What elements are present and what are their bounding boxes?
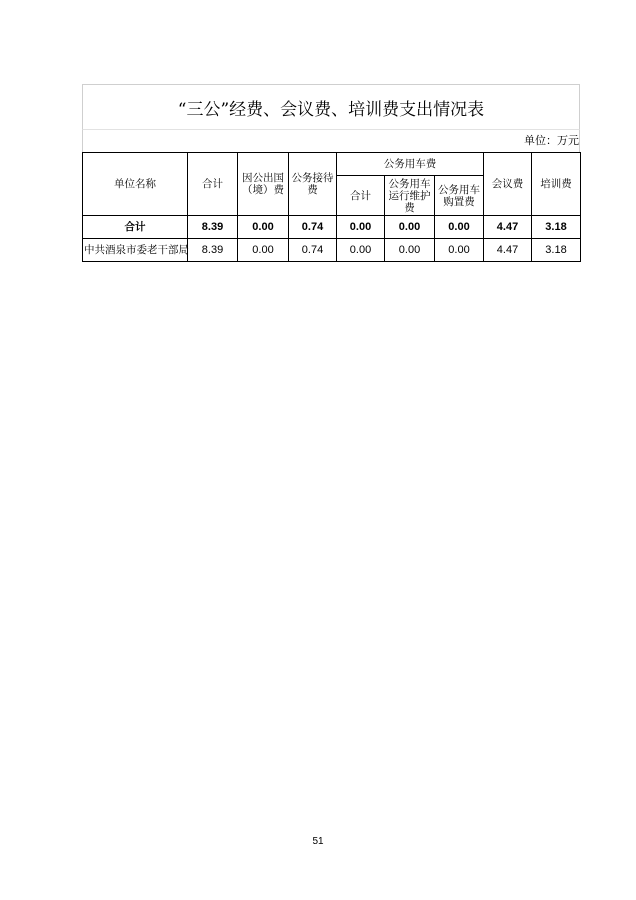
cell-vehicle-purchase: 0.00 [435,216,484,239]
header-vehicle-purchase: 公务用车购置费 [435,176,484,216]
cell-reception: 0.74 [289,239,337,262]
row-name: 合计 [83,216,188,239]
header-unit-name: 单位名称 [83,153,188,216]
cell-vehicle-total: 0.00 [337,239,385,262]
cell-abroad: 0.00 [238,216,289,239]
header-total: 合计 [188,153,238,216]
cell-total: 8.39 [188,239,238,262]
cell-meeting: 4.47 [484,216,532,239]
table-title: “三公”经费、会议费、培训费支出情况表 [82,84,580,129]
expense-table [82,152,581,262]
page-number: 51 [312,836,324,847]
cell-vehicle-purchase: 0.00 [435,239,484,262]
table-row-total [83,216,581,239]
header-row-1 [83,153,581,176]
cell-training: 3.18 [532,239,581,262]
cell-vehicle-operation: 0.00 [385,216,435,239]
unit-label: 单位：万元 [82,129,580,152]
header-reception: 公务接待费 [289,153,337,216]
expense-table-sheet [82,84,580,262]
header-vehicle-group: 公务用车费 [337,153,484,176]
cell-reception: 0.74 [289,216,337,239]
header-vehicle-total: 合计 [337,176,385,216]
header-abroad: 因公出国（境）费 [238,153,289,216]
header-training: 培训费 [532,153,581,216]
cell-vehicle-total: 0.00 [337,216,385,239]
cell-meeting: 4.47 [484,239,532,262]
row-name: 中共酒泉市委老干部局 [83,239,188,262]
cell-abroad: 0.00 [238,239,289,262]
header-vehicle-operation: 公务用车运行维护费 [385,176,435,216]
cell-total: 8.39 [188,216,238,239]
cell-vehicle-operation: 0.00 [385,239,435,262]
header-meeting: 会议费 [484,153,532,216]
table-row [83,239,581,262]
cell-training: 3.18 [532,216,581,239]
